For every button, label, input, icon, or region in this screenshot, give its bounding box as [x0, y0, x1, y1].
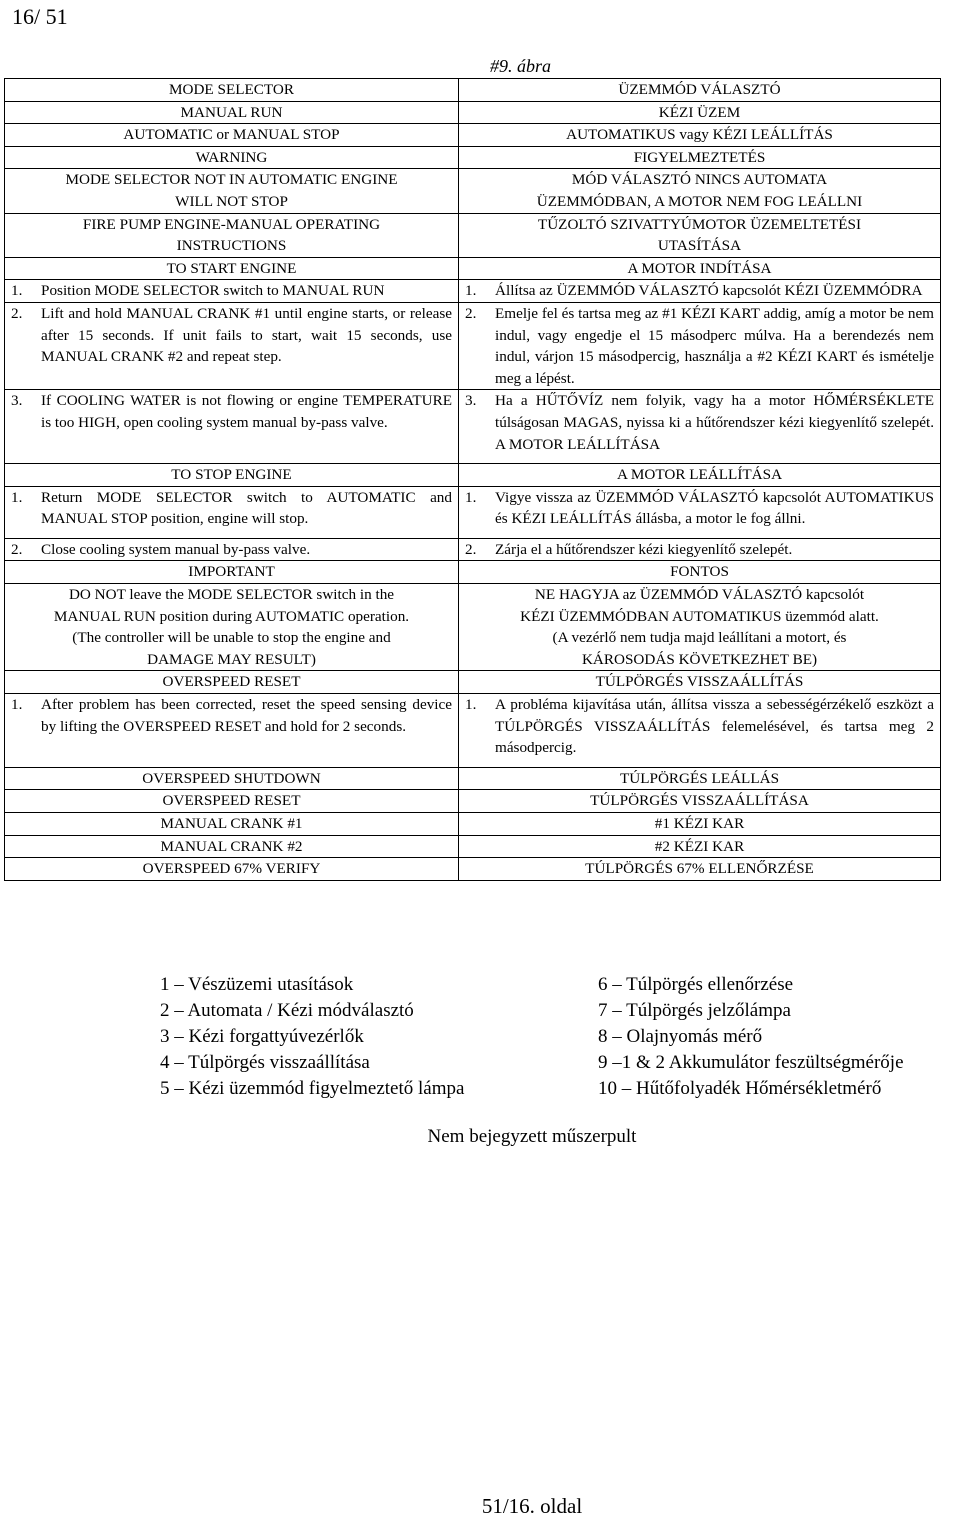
- cell-text: TÚLPÖRGÉS 67% ELLENŐRZÉSE: [585, 860, 814, 878]
- english-cell: [5, 169, 459, 213]
- figure-label: #9. ábra: [490, 56, 552, 76]
- english-cell: [5, 302, 459, 389]
- english-cell: [5, 584, 459, 671]
- cell-text: OVERSPEED RESET: [162, 792, 301, 810]
- step-text: Lift and hold MANUAL CRANK #1 until engine starts, or release after 15 seconds. If unit fails to start, wait 15 seconds, use MANUAL CRANK #2 and repeat step.: [41, 304, 452, 366]
- hungarian-cell: [459, 767, 941, 790]
- step-text: Position MODE SELECTOR switch to MANUAL RUN: [41, 282, 385, 300]
- cell-text: TO STOP ENGINE: [171, 466, 292, 484]
- english-cell: [5, 767, 459, 790]
- table-row: [5, 390, 941, 464]
- cell-text: MANUAL CRANK #1: [160, 815, 303, 832]
- step-number: 1.: [11, 488, 23, 506]
- table-row: [5, 486, 941, 538]
- cell-text: MANUAL RUN position during AUTOMATIC operation.: [53, 607, 410, 625]
- hungarian-cell: [459, 124, 941, 147]
- legend-right: [598, 972, 904, 1102]
- cell-text: (The controller will be unable to stop the engine and: [72, 629, 391, 647]
- step-number: 1.: [11, 696, 23, 714]
- page-number: 16/ 51: [12, 4, 68, 29]
- step-number: 1.: [465, 282, 477, 300]
- hungarian-cell: [459, 257, 941, 280]
- hungarian-cell: [459, 538, 941, 561]
- hungarian-cell: [459, 813, 941, 836]
- step-number: 1.: [465, 696, 477, 714]
- english-cell: [5, 101, 459, 124]
- step-number: 2.: [465, 304, 477, 322]
- table-row: [5, 813, 941, 836]
- page-footer: 51/16. oldal: [481, 1494, 583, 1518]
- hungarian-cell: [459, 835, 941, 858]
- table-row: [5, 858, 941, 881]
- english-cell: [5, 858, 459, 881]
- cell-text: ÜZEMMÓD VÁLASZTÓ: [618, 81, 781, 98]
- cell-text: OVERSPEED RESET: [162, 673, 301, 691]
- hungarian-cell: [459, 790, 941, 813]
- english-cell: [5, 671, 459, 694]
- hungarian-cell: [459, 694, 941, 768]
- table-row: [5, 257, 941, 280]
- english-cell: [5, 486, 459, 538]
- table-row: [5, 835, 941, 858]
- legend-item: 1 – Vészüzemi utasítások: [160, 974, 354, 995]
- cell-text: WARNING: [195, 148, 268, 166]
- cell-text: NE HAGYJA az ÜZEMMÓD VÁLASZTÓ kapcsolót: [534, 586, 865, 604]
- step-text: If COOLING WATER is not flowing or engine TEMPERATURE is too HIGH, open cooling system manual by-pass valve.: [41, 392, 452, 431]
- hungarian-cell: [459, 302, 941, 389]
- table-row: [5, 584, 941, 671]
- cell-text: MODE SELECTOR NOT IN AUTOMATIC ENGINE: [65, 171, 398, 189]
- cell-text: #1 KÉZI KAR: [654, 815, 745, 832]
- cell-text: AUTOMATIKUS vagy KÉZI LEÁLLÍTÁS: [566, 126, 833, 144]
- hungarian-cell: [459, 79, 941, 102]
- hungarian-cell: [459, 561, 941, 584]
- hungarian-cell: [459, 169, 941, 213]
- step-text: After problem has been corrected, reset the speed sensing device by lifting the OVERSPEED RESET and hold for 2 seconds.: [41, 696, 452, 735]
- english-cell: [5, 538, 459, 561]
- hungarian-cell: [459, 464, 941, 487]
- legend-item: 3 – Kézi forgattyúvezérlők: [160, 1026, 364, 1047]
- cell-text: KÁROSODÁS KÖVETKEZHET BE): [581, 650, 818, 668]
- cell-text: WILL NOT STOP: [175, 192, 288, 210]
- legend-item: 5 – Kézi üzemmód figyelmeztető lámpa: [160, 1078, 465, 1099]
- cell-text: TO START ENGINE: [166, 259, 297, 277]
- legend-item: 2 – Automata / Kézi módválasztó: [160, 1000, 414, 1021]
- cell-text: OVERSPEED 67% VERIFY: [142, 860, 321, 878]
- hungarian-cell: [459, 486, 941, 538]
- cell-text: INSTRUCTIONS: [176, 237, 287, 255]
- step-text: Vigye vissza az ÜZEMMÓD VÁLASZTÓ kapcsolót AUTOMATIKUS és KÉZI LEÁLLÍTÁS állásba, a motor le fog állni.: [495, 488, 934, 528]
- cell-text: TÚLPÖRGÉS VISSZAÁLLÍTÁSA: [590, 792, 809, 810]
- hungarian-cell: [459, 213, 941, 257]
- english-cell: [5, 790, 459, 813]
- english-cell: [5, 390, 459, 464]
- hungarian-cell: [459, 146, 941, 169]
- cell-text: ÜZEMMÓDBAN, A MOTOR NEM FOG LEÁLLNI: [536, 192, 863, 210]
- english-cell: [5, 124, 459, 147]
- bilingual-instruction-table: [4, 78, 941, 881]
- english-cell: [5, 464, 459, 487]
- table-row: [5, 767, 941, 790]
- table-row: [5, 694, 941, 768]
- cell-text: MÓD VÁLASZTÓ NINCS AUTOMATA: [571, 171, 828, 189]
- step-number: 2.: [11, 540, 23, 558]
- english-cell: [5, 813, 459, 836]
- hungarian-cell: [459, 390, 941, 464]
- cell-text: MANUAL CRANK #2: [160, 837, 303, 855]
- step-number: 1.: [11, 282, 23, 300]
- table-row: [5, 790, 941, 813]
- table-row: [5, 146, 941, 169]
- table-row: [5, 169, 941, 213]
- english-cell: [5, 257, 459, 280]
- table-row: [5, 671, 941, 694]
- cell-text: FIRE PUMP ENGINE-MANUAL OPERATING: [82, 215, 381, 233]
- cell-text: FIGYELMEZTETÉS: [633, 148, 766, 166]
- step-text: Ha a HŰTŐVÍZ nem folyik, vagy ha a motor HŐMÉRSÉKLETE túlságosan MAGAS, nyissa ki a hűtőrendszer kézi kiegyenlítő szelepét. A MOTOR LEÁLLÍTÁSA: [495, 392, 934, 453]
- step-text: Állítsa az ÜZEMMÓD VÁLASZTÓ kapcsolót KÉZI ÜZEMMÓDRA: [495, 282, 923, 300]
- legend-left: [160, 972, 464, 1102]
- cell-text: KÉZI ÜZEM: [658, 103, 741, 121]
- english-cell: [5, 146, 459, 169]
- cell-text: OVERSPEED SHUTDOWN: [142, 769, 321, 787]
- hungarian-cell: [459, 671, 941, 694]
- english-cell: [5, 79, 459, 102]
- table-row: [5, 538, 941, 561]
- english-cell: [5, 213, 459, 257]
- cell-text: KÉZI ÜZEMMÓDBAN AUTOMATIKUS üzemmód alatt.: [520, 607, 879, 625]
- hungarian-cell: [459, 858, 941, 881]
- step-number: 2.: [465, 540, 477, 558]
- cell-text: (A vezérlő nem tudja majd leállítani a motort, és: [552, 629, 847, 647]
- hungarian-cell: [459, 101, 941, 124]
- step-text: A probléma kijavítása után, állítsa vissza a sebességérzékelő eszközt a TÚLPÖRGÉS VISSZAÁLLÍTÁS felemelésével, és tartsa meg 2 másodpercig.: [495, 696, 934, 757]
- step-number: 3.: [11, 392, 23, 410]
- english-cell: [5, 280, 459, 303]
- table-row: [5, 561, 941, 584]
- step-number: 3.: [465, 392, 477, 410]
- legend-item: 4 – Túlpörgés visszaállítása: [160, 1052, 370, 1073]
- cell-text: TÚLPÖRGÉS LEÁLLÁS: [619, 769, 780, 787]
- table-row: [5, 124, 941, 147]
- cell-text: DO NOT leave the MODE SELECTOR switch in the: [68, 586, 395, 604]
- cell-text: MODE SELECTOR: [168, 81, 295, 98]
- table-row: [5, 213, 941, 257]
- cell-text: A MOTOR LEÁLLÍTÁSA: [616, 466, 783, 484]
- legend-item: 6 – Túlpörgés ellenőrzése: [598, 974, 794, 995]
- legend-item: 8 – Olajnyomás mérő: [598, 1026, 763, 1047]
- cell-text: A MOTOR INDÍTÁSA: [627, 259, 772, 277]
- step-text: Emelje fel és tartsa meg az #1 KÉZI KART addig, amíg a motor be nem indul, vagy engedje el 15 másodperc múlva. Ha a berendezés nem indul, várjon 15 másodpercig, használja a #2 KÉZI KART és ismételje meg a lépést.: [495, 304, 934, 387]
- table-row: [5, 79, 941, 102]
- cell-text: DAMAGE MAY RESULT): [147, 650, 316, 668]
- cell-text: UTASÍTÁSA: [657, 237, 742, 255]
- english-cell: [5, 694, 459, 768]
- table-row: [5, 101, 941, 124]
- cell-text: FONTOS: [670, 563, 729, 581]
- cell-text: AUTOMATIC or MANUAL STOP: [123, 126, 340, 144]
- legend-item: 10 – Hűtőfolyadék Hőmérsékletmérő: [598, 1078, 882, 1099]
- step-text: Close cooling system manual by-pass valve.: [41, 540, 311, 558]
- panel-caption: Nem bejegyzett műszerpult: [427, 1126, 637, 1147]
- english-cell: [5, 835, 459, 858]
- table-row: [5, 302, 941, 389]
- hungarian-cell: [459, 280, 941, 303]
- step-text: Zárja el a hűtőrendszer kézi kiegyenlítő szelepét.: [495, 540, 793, 558]
- cell-text: TŰZOLTÓ SZIVATTYÚMOTOR ÜZEMELTETÉSI: [537, 215, 862, 233]
- step-number: 1.: [465, 488, 477, 506]
- legend-item: 9 –1 & 2 Akkumulátor feszültségmérője: [598, 1052, 904, 1073]
- hungarian-cell: [459, 584, 941, 671]
- cell-text: #2 KÉZI KAR: [654, 837, 745, 855]
- table-row: [5, 280, 941, 303]
- legend-item: 7 – Túlpörgés jelzőlámpa: [598, 1000, 791, 1021]
- step-number: 2.: [11, 304, 23, 322]
- step-text: Return MODE SELECTOR switch to AUTOMATIC and MANUAL STOP position, engine will stop.: [41, 488, 452, 528]
- english-cell: [5, 561, 459, 584]
- table-row: [5, 464, 941, 487]
- cell-text: MANUAL RUN: [180, 103, 283, 121]
- cell-text: IMPORTANT: [188, 563, 275, 581]
- cell-text: TÚLPÖRGÉS VISSZAÁLLÍTÁS: [595, 673, 804, 691]
